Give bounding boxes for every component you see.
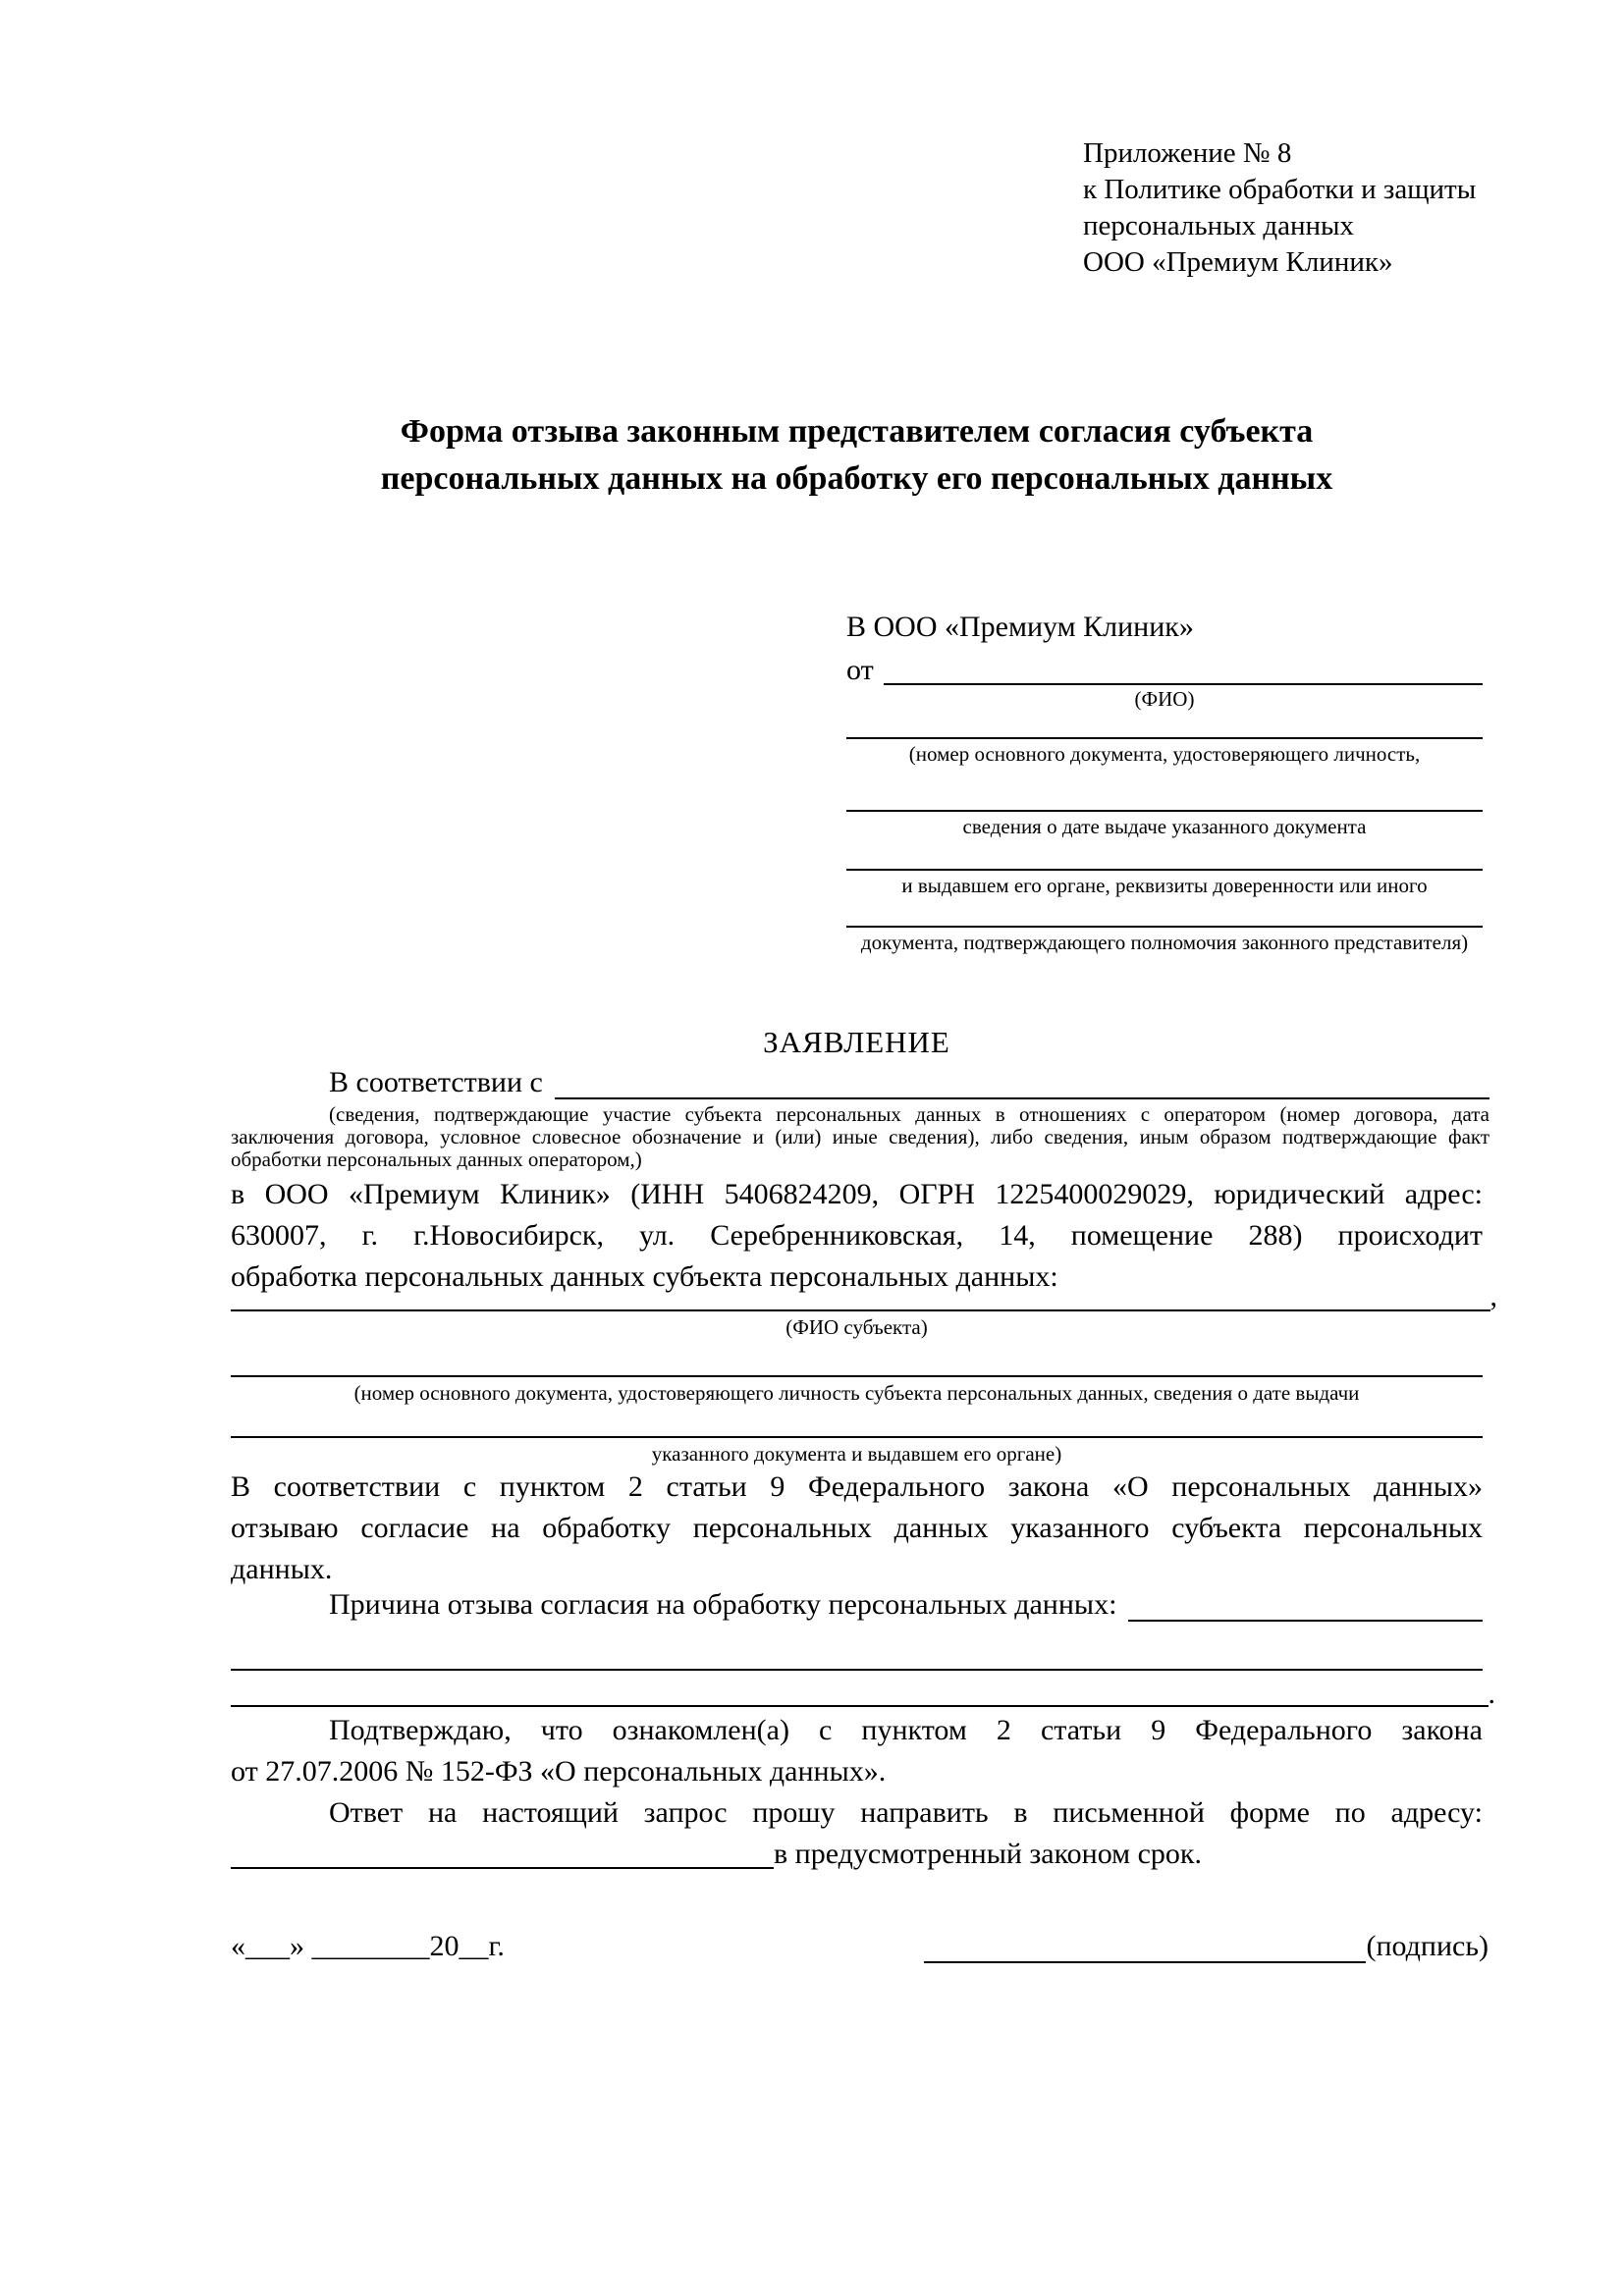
intro-note-line: заключения договора, условное словесное обозначение и (или) иные сведения), либо сведения, иным образом подтверждающие факт xyxy=(231,1125,1489,1148)
subject-doc-caption: (номер основного документа, удостоверяющего личность субъекта персональных данных, сведения о дате выдачи xyxy=(353,1381,1360,1405)
period-mark: . xyxy=(1488,1678,1495,1710)
addressee-org: В ООО «Премиум Клиник» xyxy=(846,611,1194,643)
doc-number-blank-line xyxy=(846,712,1483,739)
reason-label: Причина отзыва согласия на обработку персональных данных: xyxy=(329,1588,1117,1621)
reason-continuation-blank-line xyxy=(231,1639,1483,1671)
page-title xyxy=(231,408,1483,503)
acknowledge-paragraph-line: от 27.07.2006 № 152-ФЗ «О персональных данных». xyxy=(231,1755,887,1788)
signature-group xyxy=(924,1926,1489,1967)
statement-heading: ЗАЯВЛЕНИЕ xyxy=(763,1025,950,1059)
subject-fio-row xyxy=(231,1276,1497,1312)
intro-blank-line xyxy=(555,1062,1489,1099)
fio-caption: (ФИО) xyxy=(1134,687,1195,711)
doc-date-caption: сведения о дате выдаче указанного документа xyxy=(962,815,1367,838)
withdrawal-paragraph xyxy=(231,1467,1483,1590)
appendix-header-line: ООО «Премиум Клиник» xyxy=(1083,246,1393,278)
withdrawal-paragraph-line: отзываю согласие на обработку персональных данных указанного субъекта персональных xyxy=(231,1512,1483,1544)
subject-doc-issuer-caption: указанного документа и выдавшем его органе) xyxy=(651,1442,1062,1466)
page-title-line: персональных данных на обработку его персональных данных xyxy=(380,460,1333,497)
signature-caption: (подпись) xyxy=(1366,1930,1489,1962)
reason-blank-line xyxy=(1128,1584,1483,1622)
subject-fio-caption: (ФИО субъекта) xyxy=(785,1315,928,1339)
reason-row xyxy=(231,1584,1483,1622)
subject-doc-issuer-blank-line xyxy=(231,1409,1483,1438)
signature-blank-line xyxy=(924,1926,1366,1963)
reply-tail-text: в предусмотренный законом срок. xyxy=(774,1838,1202,1870)
from-row xyxy=(846,650,1483,685)
reply-paragraph-line: Ответ на настоящий запрос прошу направить в письменной форме по адресу: xyxy=(329,1796,1483,1829)
doc-date-blank-line xyxy=(846,767,1483,812)
reply-address-row xyxy=(231,1834,1483,1869)
doc-issuer-caption: и выдавшем его органе, реквизиты доверенности или иного xyxy=(901,874,1428,897)
subject-doc-blank-line xyxy=(231,1345,1483,1377)
appendix-header-line: Приложение № 8 xyxy=(1083,137,1292,169)
withdrawal-paragraph-line: В соответствии с пунктом 2 статьи 9 Федерального закона «О персональных данных» xyxy=(231,1470,1483,1503)
operator-paragraph-line: обработка персональных данных субъекта персональных данных: xyxy=(231,1260,1058,1293)
doc-issuer-blank-line xyxy=(846,839,1483,871)
doc-authority-caption: документа, подтверждающего полномочия законного представителя) xyxy=(860,931,1469,954)
intro-note-line: (сведения, подтверждающие участие субъекта персональных данных в отношениях с оператором (номер договора, дата xyxy=(329,1102,1489,1126)
intro-note-line: обработки персональных данных оператором,) xyxy=(231,1148,642,1171)
reason-continuation-blank-line xyxy=(231,1674,1489,1707)
operator-paragraph-line: в ООО «Премиум Клиник» (ИНН 5406824209, ОГРН 1225400029029, юридический адрес: xyxy=(231,1178,1483,1210)
appendix-header-line: к Политике обработки и защиты xyxy=(1083,174,1477,205)
page-title-line: Форма отзыва законным представителем согласия субъекта xyxy=(400,413,1314,450)
appendix-header-line: персональных данных xyxy=(1083,210,1355,241)
appendix-header xyxy=(1083,135,1505,281)
reply-paragraph xyxy=(231,1792,1483,1869)
reply-address-blank-line xyxy=(231,1834,774,1869)
doc-authority-blank-line xyxy=(846,898,1483,928)
doc-number-caption: (номер основного документа, удостоверяющего личность, xyxy=(908,742,1421,766)
intro-note xyxy=(231,1103,1489,1171)
fio-blank-line xyxy=(884,650,1483,685)
operator-paragraph-line: 630007, г. г.Новосибирск, ул. Серебренниковская, 14, помещение 288) происходит xyxy=(231,1219,1483,1252)
from-label: от xyxy=(846,654,874,686)
acknowledge-paragraph xyxy=(231,1710,1483,1792)
withdrawal-paragraph-line: данных. xyxy=(231,1553,333,1585)
signature-row xyxy=(231,1926,1489,1969)
acknowledge-paragraph-line: Подтверждаю, что ознакомлен(а) с пунктом 2 статьи 9 Федерального закона xyxy=(329,1714,1483,1746)
reason-continuation-row xyxy=(231,1674,1495,1710)
date-fill-text: «___» ________20__г. xyxy=(231,1930,505,1962)
subject-fio-blank-line xyxy=(231,1276,1490,1311)
comma-mark: , xyxy=(1489,1280,1497,1312)
intro-label: В соответствии с xyxy=(329,1066,543,1098)
intro-row xyxy=(231,1062,1489,1099)
addressee-block xyxy=(846,607,1483,955)
